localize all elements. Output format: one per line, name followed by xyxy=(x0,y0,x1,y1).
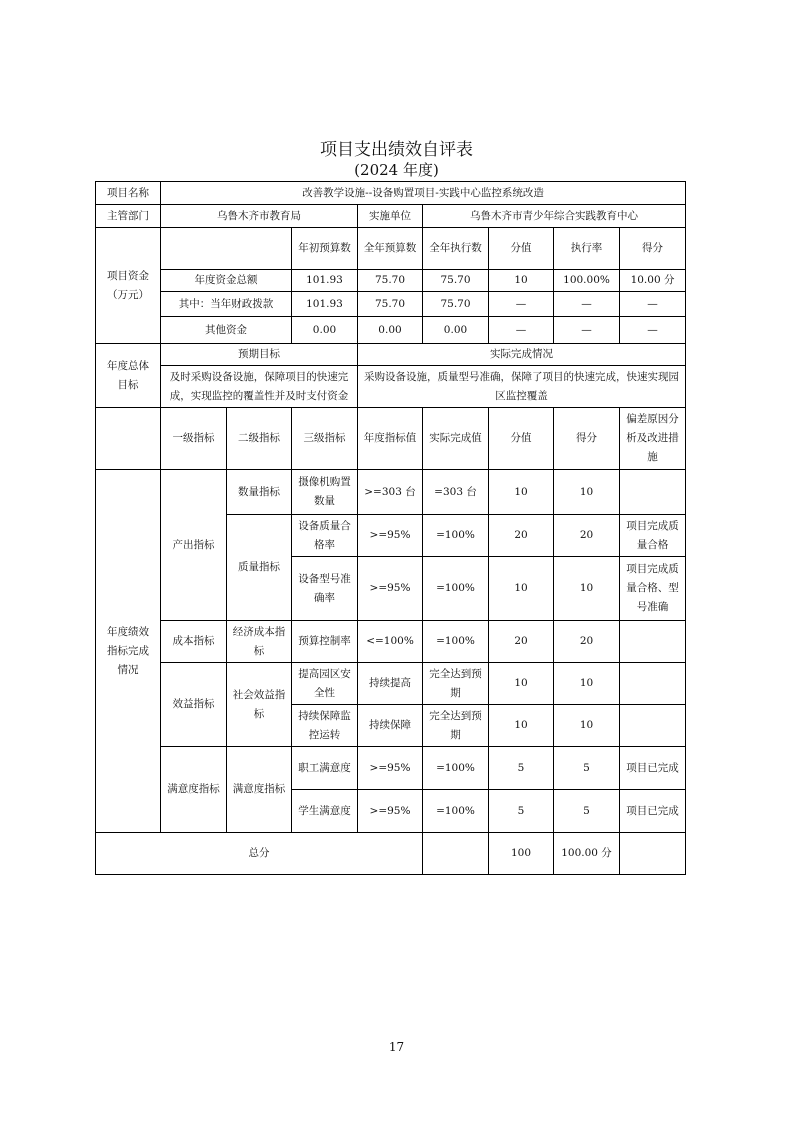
funds-cell: — xyxy=(620,292,686,317)
funds-header: 年初预算数 xyxy=(292,228,358,270)
score: 10 xyxy=(554,705,620,747)
funds-cell: — xyxy=(554,292,620,317)
funds-row-name: 年度资金总额 xyxy=(161,270,292,292)
funds-cell: 0.00 xyxy=(292,317,358,344)
funds-header: 全年执行数 xyxy=(423,228,489,270)
deviation-note: 项目已完成 xyxy=(620,747,686,790)
funds-cell: 10 xyxy=(489,270,554,292)
score: 5 xyxy=(554,790,620,833)
level2-indicator: 质量指标 xyxy=(227,515,292,621)
goals-label: 年度总体 目标 xyxy=(96,344,161,408)
target-value: 持续提高 xyxy=(358,663,423,705)
actual-value: 完全达到预期 xyxy=(423,663,489,705)
indicator-header: 三级指标 xyxy=(292,408,358,470)
actual-value: =100% xyxy=(423,790,489,833)
score: 10 xyxy=(554,470,620,515)
indicators-section-label: 年度绩效 指标完成 情况 xyxy=(96,470,161,833)
level1-indicator: 满意度指标 xyxy=(161,747,227,833)
score-value: 10 xyxy=(489,663,554,705)
score-value: 20 xyxy=(489,621,554,663)
level3-indicator: 设备型号准确率 xyxy=(292,557,358,621)
target-value: >=303 台 xyxy=(358,470,423,515)
target-value: >=95% xyxy=(358,515,423,557)
score: 10 xyxy=(554,663,620,705)
actual-result-header: 实际完成情况 xyxy=(358,344,686,366)
funds-row-name: 其中：当年财政拨款 xyxy=(161,292,292,317)
total-label: 总分 xyxy=(96,833,423,875)
funds-label: 项目资金 （万元） xyxy=(96,228,161,344)
actual-value: 完全达到预期 xyxy=(423,705,489,747)
funds-header: 分值 xyxy=(489,228,554,270)
indicator-header: 偏差原因分析及改进措施 xyxy=(620,408,686,470)
level3-indicator: 职工满意度 xyxy=(292,747,358,790)
target-value: >=95% xyxy=(358,747,423,790)
score-value: 10 xyxy=(489,557,554,621)
actual-value: =100% xyxy=(423,621,489,663)
indicator-header: 得分 xyxy=(554,408,620,470)
dept-label: 主管部门 xyxy=(96,205,161,228)
deviation-note xyxy=(620,621,686,663)
score: 20 xyxy=(554,621,620,663)
funds-row-name: 其他资金 xyxy=(161,317,292,344)
deviation-note: 项目已完成 xyxy=(620,790,686,833)
score-value: 10 xyxy=(489,470,554,515)
score-value: 5 xyxy=(489,790,554,833)
target-value: 持续保障 xyxy=(358,705,423,747)
funds-cell: — xyxy=(489,292,554,317)
funds-cell: 0.00 xyxy=(358,317,423,344)
level3-indicator: 预算控制率 xyxy=(292,621,358,663)
total-score: 100.00 分 xyxy=(554,833,620,875)
score-value: 20 xyxy=(489,515,554,557)
funds-cell: — xyxy=(620,317,686,344)
expected-goal-text: 及时采购设备设施，保障项目的快速完成，实现监控的覆盖性并及时支付资金 xyxy=(161,366,358,408)
funds-cell: 101.93 xyxy=(292,292,358,317)
level3-indicator: 设备质量合格率 xyxy=(292,515,358,557)
project-name-value: 改善教学设施--设备购置项目-实践中心监控系统改造 xyxy=(161,182,686,205)
level3-indicator: 学生满意度 xyxy=(292,790,358,833)
level3-indicator: 提高园区安全性 xyxy=(292,663,358,705)
total-blank xyxy=(423,833,489,875)
level2-indicator: 经济成本指标 xyxy=(227,621,292,663)
score: 5 xyxy=(554,747,620,790)
deviation-note: 项目完成质量合格 xyxy=(620,515,686,557)
page-number: 17 xyxy=(388,1040,405,1054)
funds-cell: 101.93 xyxy=(292,270,358,292)
funds-header: 全年预算数 xyxy=(358,228,423,270)
expected-goal-header: 预期目标 xyxy=(161,344,358,366)
funds-cell: — xyxy=(554,317,620,344)
level2-indicator: 社会效益指标 xyxy=(227,663,292,747)
level3-indicator: 持续保障监控运转 xyxy=(292,705,358,747)
total-note xyxy=(620,833,686,875)
deviation-note xyxy=(620,663,686,705)
funds-header-blank xyxy=(161,228,292,270)
funds-header: 执行率 xyxy=(554,228,620,270)
funds-cell: 75.70 xyxy=(423,270,489,292)
deviation-note: 项目完成质量合格、型号准确 xyxy=(620,557,686,621)
score: 10 xyxy=(554,557,620,621)
indicator-header: 实际完成值 xyxy=(423,408,489,470)
project-name-label: 项目名称 xyxy=(96,182,161,205)
impl-label: 实施单位 xyxy=(358,205,423,228)
indicator-header: 年度指标值 xyxy=(358,408,423,470)
funds-cell: 0.00 xyxy=(423,317,489,344)
page-subtitle: (2024 年度) xyxy=(354,161,439,179)
score: 20 xyxy=(554,515,620,557)
performance-table xyxy=(95,181,686,875)
funds-cell: — xyxy=(489,317,554,344)
level2-indicator: 数量指标 xyxy=(227,470,292,515)
score-value: 5 xyxy=(489,747,554,790)
actual-value: =100% xyxy=(423,515,489,557)
target-value: >=95% xyxy=(358,557,423,621)
funds-cell: 75.70 xyxy=(358,292,423,317)
funds-header: 得分 xyxy=(620,228,686,270)
level3-indicator: 摄像机购置数量 xyxy=(292,470,358,515)
total-score-value: 100 xyxy=(489,833,554,875)
score-value: 10 xyxy=(489,705,554,747)
dept-value: 乌鲁木齐市教育局 xyxy=(161,205,358,228)
funds-cell: 100.00% xyxy=(554,270,620,292)
actual-result-text: 采购设备设施，质量型号准确，保障了项目的快速完成，快速实现园区监控覆盖 xyxy=(358,366,686,408)
level2-indicator: 满意度指标 xyxy=(227,747,292,833)
impl-value: 乌鲁木齐市青少年综合实践教育中心 xyxy=(423,205,686,228)
level1-indicator: 成本指标 xyxy=(161,621,227,663)
page-title: 项目支出绩效自评表 xyxy=(320,140,473,160)
actual-value: =100% xyxy=(423,747,489,790)
indicator-header: 分值 xyxy=(489,408,554,470)
actual-value: =303 台 xyxy=(423,470,489,515)
target-value: <=100% xyxy=(358,621,423,663)
indicator-header: 一级指标 xyxy=(161,408,227,470)
target-value: >=95% xyxy=(358,790,423,833)
level1-indicator: 效益指标 xyxy=(161,663,227,747)
level1-indicator: 产出指标 xyxy=(161,470,227,621)
indicator-header: 二级指标 xyxy=(227,408,292,470)
funds-cell: 75.70 xyxy=(358,270,423,292)
indicator-header-blank xyxy=(96,408,161,470)
deviation-note xyxy=(620,470,686,515)
actual-value: =100% xyxy=(423,557,489,621)
funds-cell: 10.00 分 xyxy=(620,270,686,292)
deviation-note xyxy=(620,705,686,747)
funds-cell: 75.70 xyxy=(423,292,489,317)
